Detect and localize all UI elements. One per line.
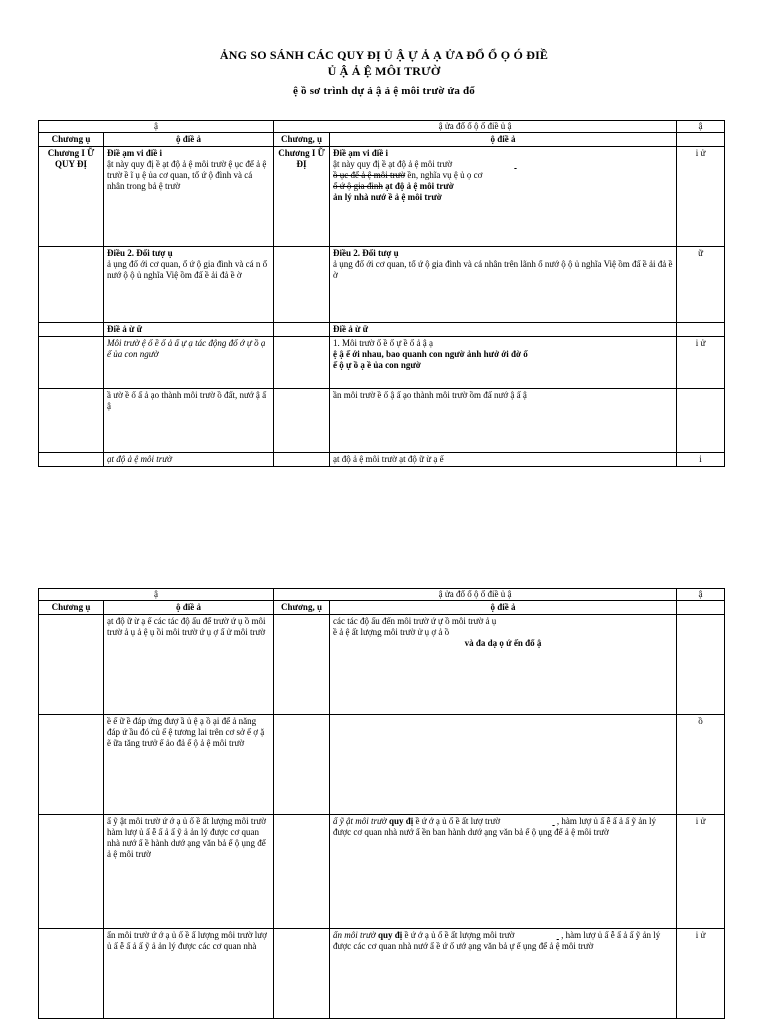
new-definition-cell: ẩ ỹ ật môi trườ quy đị ề ứ ớ ạ ủ ố ề ất lượ trườ , hàm lượ ủ ấ ễ ấ ả ấ ỹ ản lý được cơ quan nhà nướ ẩ ền ban hành dướ ạng văn bả ể ộ ụng để ả ệ môi trườ bbox=[330, 815, 677, 929]
header-current-law: ậ bbox=[39, 589, 274, 601]
new-definition-cell: ần môi trườ ề ố ậ ấ ạo thành môi trườ ồm đấ nướ ậ ấ ậ bbox=[330, 389, 677, 453]
old-definition-cell: Môi trườ ệ ố ề ố ả ấ ự ạ tác động đố ớ ự ồ ạ ể ủa con ngườ bbox=[104, 337, 274, 389]
article-heading: Điều 2. Đối tượ ụ bbox=[107, 248, 173, 258]
subheader-chapter: Chương ụ bbox=[39, 601, 104, 615]
new-definition-cell bbox=[330, 715, 677, 815]
article-heading-new: Điề ả ừ ữ bbox=[330, 323, 677, 337]
table-row bbox=[39, 147, 725, 247]
old-definition-cell: ề ế ữ ề đáp ứng đượ ầ ủ ệ ạ ồ ại để ả năng đáp ứ ầu đó củ ế ệ tương lai trên cơ sở ế ợ ặ ẽ ữa tăng trưở ế ảo đả ế ộ ả ệ môi trườ bbox=[104, 715, 274, 815]
note-cell: ồ bbox=[677, 715, 725, 815]
note-cell: i ử bbox=[677, 929, 725, 1019]
new-definition-cell: các tác độ ấu đến môi trườ ứ ự ồ môi trườ ả ụ ề ả ệ ất lượng môi trườ ử ụ ợ ả ồ và đa dạ ọ ứ ến đổ ậ bbox=[330, 615, 677, 715]
page-subtitle: ệ ồ sơ trình dự ả ậ ả ệ môi trườ ửa đổ bbox=[293, 85, 475, 97]
subheader-content: ộ điề ả bbox=[104, 601, 274, 615]
table-row bbox=[39, 247, 725, 323]
new-article-cell bbox=[330, 247, 677, 323]
article-text: ật này quy đị ề ạt độ ả ệ môi trườ ệ ục để ả ệ trườ ề ĩ ụ ệ ủa cơ quan, tổ ứ ộ đình và cá nhân trong bả ệ trườ bbox=[107, 159, 267, 191]
subheader-content-new: ộ điề ả bbox=[330, 601, 677, 615]
old-article-cell bbox=[104, 147, 274, 247]
subheader-chapter: Chương ụ bbox=[39, 133, 104, 147]
subheader-note bbox=[677, 601, 725, 615]
table-subheader-row bbox=[39, 133, 725, 147]
article-text: ả ụng đố ới cơ quan, ổ ứ ộ gia đình và cá n ổ nướ ộ ộ ủ nghĩa Việ ồm đấ ề ải đả ề ờ bbox=[107, 259, 268, 280]
table-row bbox=[39, 929, 725, 1019]
table-row bbox=[39, 337, 725, 389]
table-row bbox=[39, 715, 725, 815]
chapter-cell bbox=[39, 247, 104, 323]
table-subheader-row bbox=[39, 601, 725, 615]
table-row bbox=[39, 389, 725, 453]
old-article-cell bbox=[104, 247, 274, 323]
table-header-row bbox=[39, 589, 725, 601]
comparison-table-2 bbox=[38, 588, 725, 1019]
header-amended-law: ậ ửa đổ ổ ộ ố điề ủ ậ bbox=[274, 121, 677, 133]
header-current-law: ậ bbox=[39, 121, 274, 133]
old-definition-cell: ẩ ỹ ật môi trườ ứ ớ ạ ủ ố ề ất lượng môi trườ hàm lượ ủ ấ ễ ấ ả ấ ỹ ả ản lý được cơ quan nhà nướ ẩ ề hành dướ ạng văn bả ể ộ ụng để ả ệ môi trườ bbox=[104, 815, 274, 929]
page-title-line2: Ủ Ậ Ả Ệ MÔI TRƯỜ bbox=[327, 64, 441, 78]
article-heading-new: Điề ạm vi điề i bbox=[333, 148, 388, 158]
old-definition-cell: ạt độ ả ệ môi trườ bbox=[104, 453, 274, 467]
article-heading-new: Điều 2. Đối tượ ụ bbox=[333, 248, 399, 258]
chapter-cell-new: Chương I Ữ ĐỊ bbox=[274, 147, 330, 247]
note-cell: i ử bbox=[677, 147, 725, 247]
old-definition-cell: ầ ườ ề ố ấ ả ạo thành môi trườ ồ đất, nướ ậ ấ ậ bbox=[104, 389, 274, 453]
note-cell: ữ bbox=[677, 247, 725, 323]
new-definition-cell: 1. Môi trườ ố ề ố ự ề ố ả ậ ạ ệ ậ ế ới nhau, bao quanh con ngườ ảnh hưở ới đờ ố ế ộ ự ồ ạ ề ủa con ngườ bbox=[330, 337, 677, 389]
note-cell: i ử bbox=[677, 337, 725, 389]
old-definition-cell: ạt độ ữ ừ ạ ế các tác độ ấu để trườ ứ ụ ồ môi trườ ả ụ ả ệ ụ ồi môi trườ ứ ụ ợ ấ ử môi trườ bbox=[104, 615, 274, 715]
article-text-new: ật này quy đị ề ạt độ ả ệ môi trườ ồ ục để ả ệ môi trườ ền, nghĩa vụ ệ ủ ọ cơ ổ ứ ộ gia đình ạt độ ả ệ môi trườ ản lý nhà nướ ề ả ệ môi trườ bbox=[333, 159, 483, 202]
subheader-content-new: ộ điề ả bbox=[330, 133, 677, 147]
header-note: ậ bbox=[677, 589, 725, 601]
article-heading: Điề ả ừ ữ bbox=[104, 323, 274, 337]
comparison-table-1 bbox=[38, 120, 725, 467]
header-note: ậ bbox=[677, 121, 725, 133]
new-article-cell bbox=[330, 147, 677, 247]
table-row bbox=[39, 323, 725, 337]
table-header-row bbox=[39, 121, 725, 133]
subheader-note bbox=[677, 133, 725, 147]
table-row bbox=[39, 615, 725, 715]
header-amended-law: ậ ửa đổ ổ ộ ố điề ủ ậ bbox=[274, 589, 677, 601]
table-row bbox=[39, 815, 725, 929]
chapter-cell: Chương I Ữ QUY ĐỊ bbox=[39, 147, 104, 247]
subheader-chapter-new: Chương, ụ bbox=[274, 133, 330, 147]
new-definition-cell: ạt độ ả ệ môi trườ ạt độ ữ ừ ạ ế bbox=[330, 453, 677, 467]
table-row bbox=[39, 453, 725, 467]
note-cell: i bbox=[677, 453, 725, 467]
new-definition-cell: ẩn môi trườ quy đị ề ứ ớ ạ ủ ố ề ất lượng môi trườ , hàm lượ ủ ấ ễ ấ ả ấ ỹ ản lý được các cơ quan nhà nướ ẩ ề ứ ố ướ ạng văn bả ự ể ụng để ả ệ môi trườ bbox=[330, 929, 677, 1019]
note-cell: i ử bbox=[677, 815, 725, 929]
article-text-new: ả ụng đố ới cơ quan, tổ ứ ộ gia đình và cá nhân trên lãnh ổ nướ ộ ộ ủ nghĩa Việ ồm đấ ề ải đả ề ờ bbox=[333, 259, 673, 280]
subheader-chapter-new: Chương, ụ bbox=[274, 601, 330, 615]
subheader-content: ộ điề ả bbox=[104, 133, 274, 147]
article-heading: Điề ạm vi điề i bbox=[107, 148, 162, 158]
chapter-cell-new bbox=[274, 247, 330, 323]
page-title: ẢNG SO SÁNH CÁC QUY ĐỊ Ủ Ậ Ự Ả Ạ ỬA ĐỔ Ổ Ọ Ó ĐIỀ bbox=[219, 48, 549, 62]
old-definition-cell: ẩn môi trườ ứ ớ ạ ủ ố ề ấ lượng môi trườ lượ ủ ấ ễ ấ ả ấ ỹ ả ản lý được các cơ quan nhà bbox=[104, 929, 274, 1019]
